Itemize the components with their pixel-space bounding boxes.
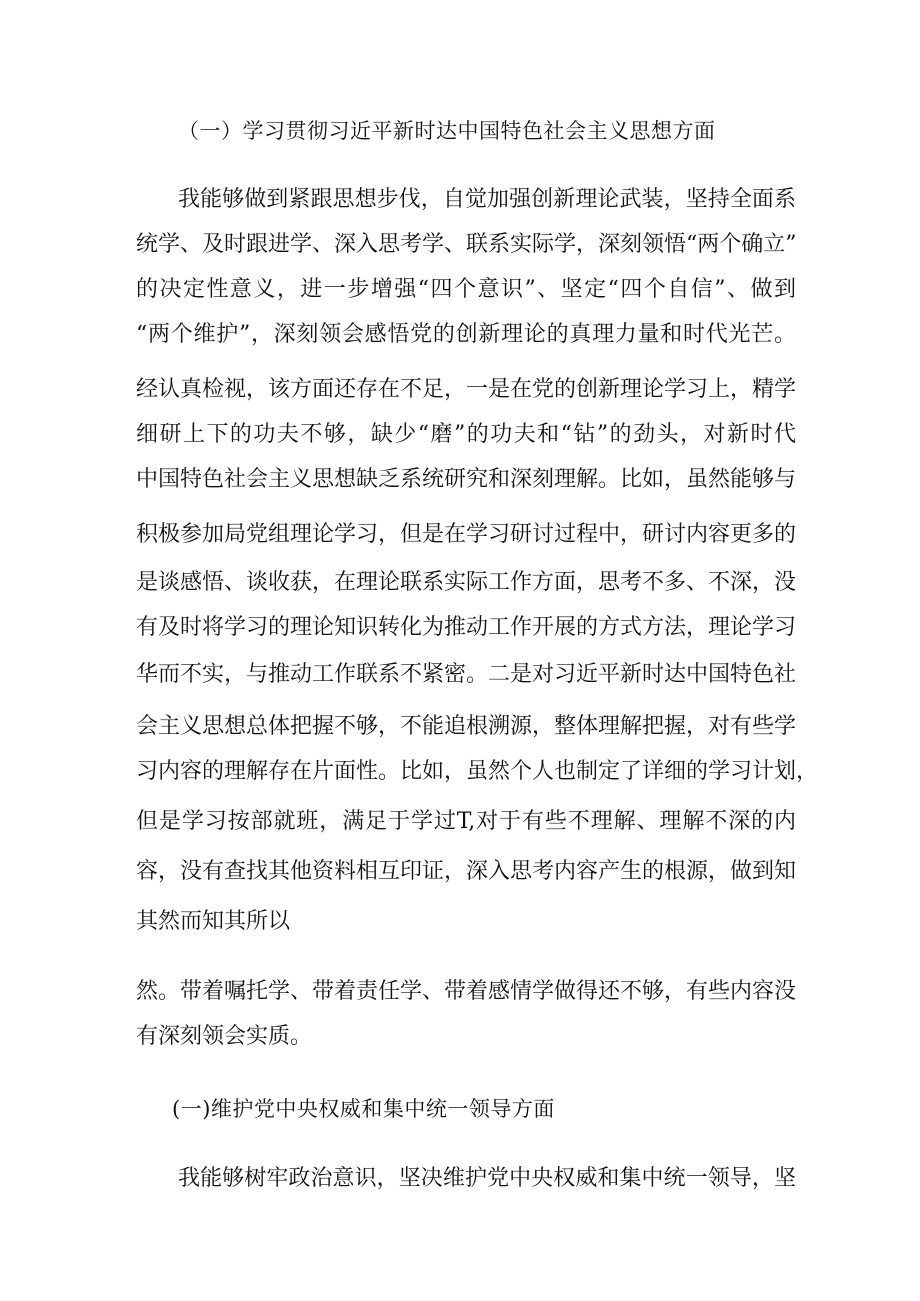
paragraph-line: 的决定性意义，进一步增强“四个意识”、坚定“四个自信”、做到 — [136, 277, 796, 302]
paragraph-line: “两个维护”，深刻领会感悟党的创新理论的真理力量和时代光芒。 — [136, 322, 796, 347]
section-heading-authority: (一)维护党中央权威和集中统一领导方面 — [172, 1097, 555, 1121]
paragraph-line: 有及时将学习的理论知识转化为推动工作开展的方式方法，理论学习 — [136, 615, 797, 640]
paragraph-line: 其然而知其所以 — [136, 909, 291, 934]
paragraph-line: 经认真检视，该方面还存在不足，一是在党的创新理论学习上，精学 — [136, 377, 797, 402]
paragraph-line: 会主义思想总体把握不够，不能追根溯源，整体理解把握，对有些学 — [136, 714, 797, 739]
paragraph-line: 有深刻领会实质。 — [136, 1024, 313, 1049]
paragraph-line: 容，没有查找其他资料相互印证，深入思考内容产生的根源，做到知 — [136, 859, 797, 884]
paragraph-line: 然。带着嘱托学、带着责任学、带着感情学做得还不够，有些内容没 — [136, 979, 797, 1004]
paragraph-line: 积极参加局党组理论学习，但是在学习研讨过程中，研讨内容更多的 — [136, 522, 797, 547]
paragraph-line: 但是学习按部就班，满足于学过T,对于有些不理解、理解不深的内 — [136, 809, 796, 834]
section-heading-study: （一）学习贯彻习近平新时达中国特色社会主义思想方面 — [178, 119, 716, 143]
paragraph-line: 统学、及时跟进学、深入思考学、联系实际学，深刻领悟“两个确立” — [136, 232, 797, 257]
paragraph-line: 是谈感悟、谈收获，在理论联系实际工作方面，思考不多、不深，没 — [136, 570, 797, 595]
paragraph-line: 习内容的理解存在片面性。比如，虽然个人也制定了详细的学习计划， — [136, 759, 819, 784]
paragraph-line: 华而不实，与推动工作联系不紧密。二是对习近平新时达中国特色社 — [136, 662, 797, 687]
paragraph-line: 我能够树牢政治意识，坚决维护党中央权威和集中统一领导，坚 — [178, 1166, 796, 1191]
paragraph-line: 细研上下的功夫不够，缺少“磨”的功夫和“钻”的劲头，对新时代 — [136, 422, 796, 447]
paragraph-line: 我能够做到紧跟思想步伐，自觉加强创新理论武装，坚持全面系 — [178, 187, 796, 212]
paragraph-line: 中国特色社会主义思想缺乏系统研究和深刻理解。比如，虽然能够与 — [136, 467, 797, 492]
